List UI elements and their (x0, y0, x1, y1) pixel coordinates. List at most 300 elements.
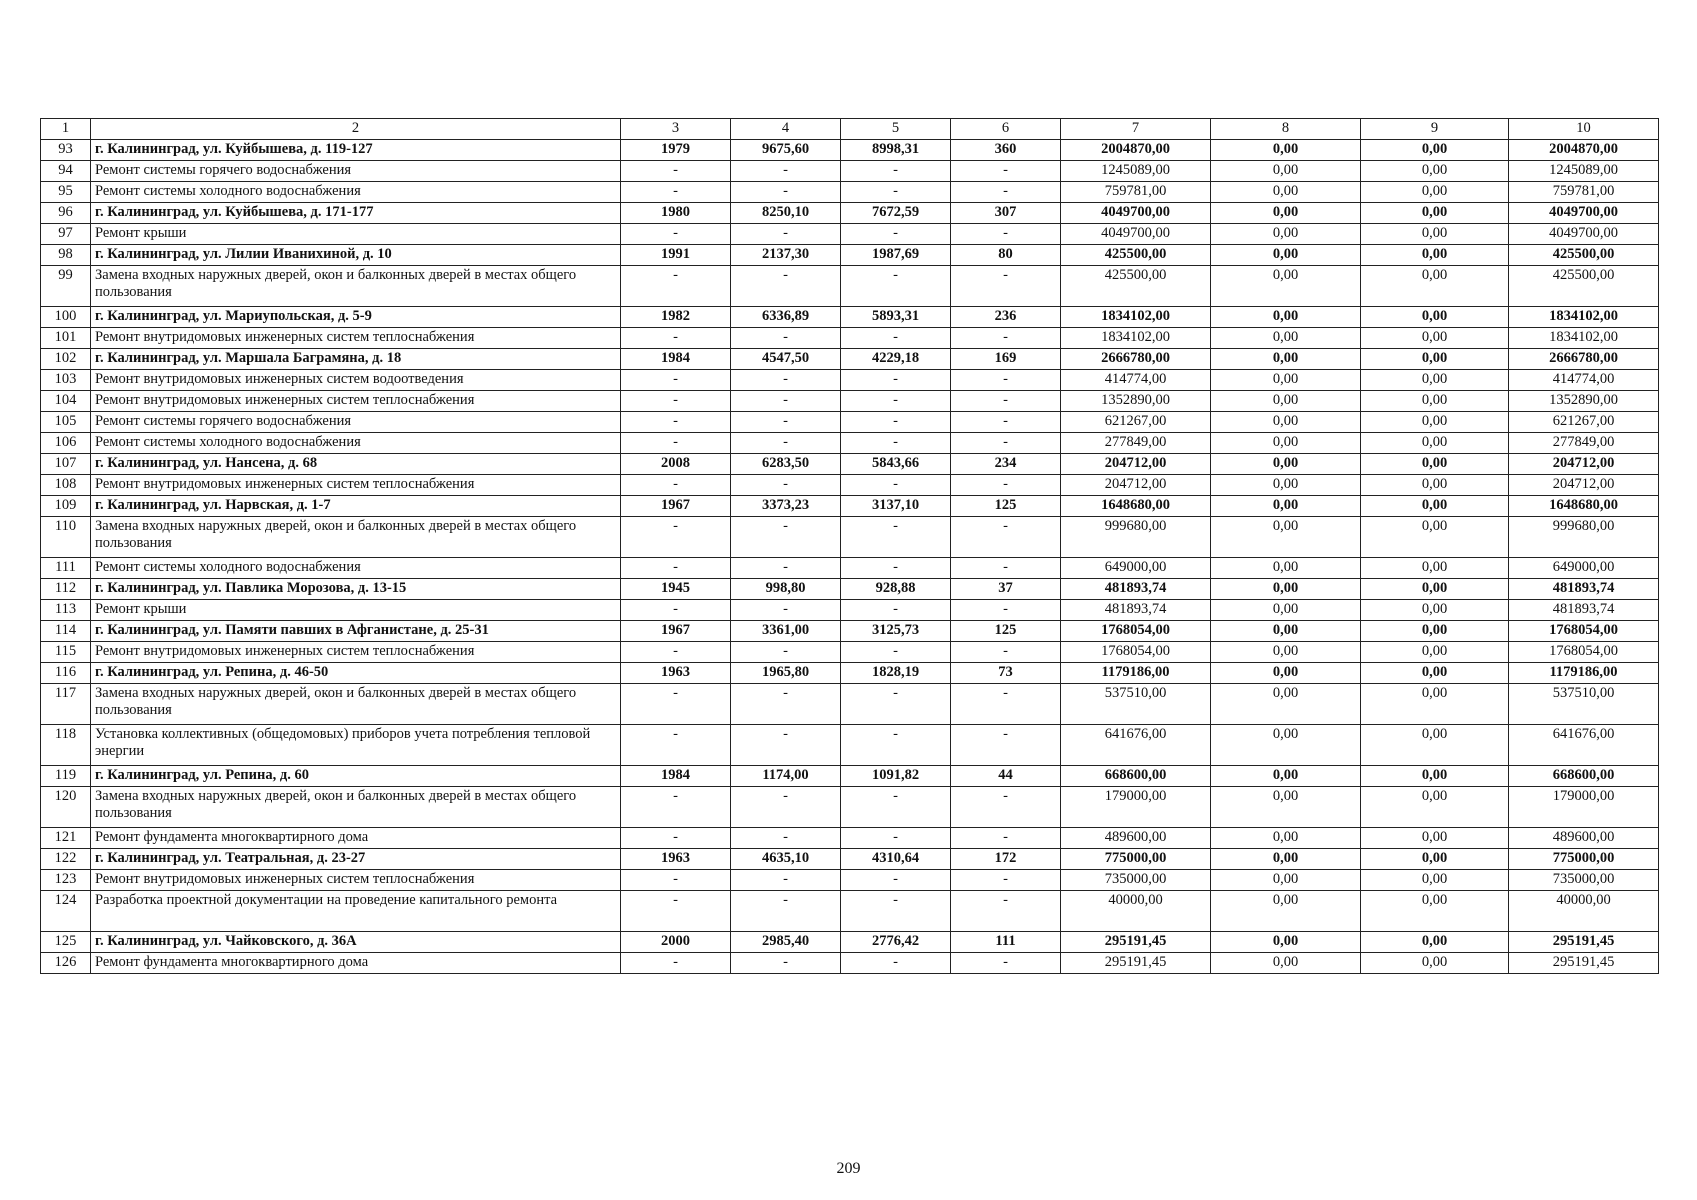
cost-total-cell: 204712,00 (1061, 475, 1211, 496)
area-total-cell: 4635,10 (731, 849, 841, 870)
area-total-cell: 9675,60 (731, 140, 841, 161)
description-cell: г. Калининград, ул. Куйбышева, д. 119-127 (91, 140, 621, 161)
area-total-cell: 998,80 (731, 579, 841, 600)
cost-owners-cell: 621267,00 (1509, 412, 1659, 433)
cost-total-cell: 649000,00 (1061, 558, 1211, 579)
cost-budget-cell: 0,00 (1361, 579, 1509, 600)
column-header-9: 9 (1361, 119, 1509, 140)
column-header-5: 5 (841, 119, 951, 140)
area-total-cell: 4547,50 (731, 349, 841, 370)
residents-cell: 360 (951, 140, 1061, 161)
year-cell: 1979 (621, 140, 731, 161)
cost-owners-cell: 1245089,00 (1509, 161, 1659, 182)
cost-fund-cell: 0,00 (1211, 370, 1361, 391)
area-living-cell: - (841, 891, 951, 932)
residents-cell: - (951, 517, 1061, 558)
area-living-cell: - (841, 412, 951, 433)
area-living-cell: - (841, 953, 951, 974)
cost-owners-cell: 2666780,00 (1509, 349, 1659, 370)
year-cell: - (621, 642, 731, 663)
cost-owners-cell: 999680,00 (1509, 517, 1659, 558)
row-number-cell: 114 (41, 621, 91, 642)
work-item-row (41, 684, 1659, 725)
row-number-cell: 99 (41, 266, 91, 307)
description-cell: г. Калининград, ул. Нарвская, д. 1-7 (91, 496, 621, 517)
cost-total-cell: 1179186,00 (1061, 663, 1211, 684)
area-living-cell: - (841, 475, 951, 496)
area-total-cell: 8250,10 (731, 203, 841, 224)
cost-owners-cell: 414774,00 (1509, 370, 1659, 391)
cost-budget-cell: 0,00 (1361, 224, 1509, 245)
row-number-cell: 121 (41, 828, 91, 849)
description-cell: г. Калининград, ул. Лилии Иванихиной, д. 10 (91, 245, 621, 266)
document-sheet (40, 118, 1658, 974)
year-cell: - (621, 600, 731, 621)
area-total-cell: - (731, 642, 841, 663)
description-cell: Ремонт крыши (91, 224, 621, 245)
cost-budget-cell: 0,00 (1361, 307, 1509, 328)
row-number-cell: 119 (41, 766, 91, 787)
residents-cell: 73 (951, 663, 1061, 684)
row-number-cell: 120 (41, 787, 91, 828)
area-living-cell: - (841, 266, 951, 307)
year-cell: - (621, 266, 731, 307)
description-cell: Ремонт внутридомовых инженерных систем теплоснабжения (91, 328, 621, 349)
cost-fund-cell: 0,00 (1211, 600, 1361, 621)
description-cell: Замена входных наружных дверей, окон и балконных дверей в местах общего пользования (91, 684, 621, 725)
description-cell: г. Калининград, ул. Памяти павших в Афганистане, д. 25-31 (91, 621, 621, 642)
cost-owners-cell: 649000,00 (1509, 558, 1659, 579)
description-cell: Ремонт внутридомовых инженерных систем теплоснабжения (91, 391, 621, 412)
address-row (41, 932, 1659, 953)
cost-fund-cell: 0,00 (1211, 203, 1361, 224)
year-cell: - (621, 787, 731, 828)
row-number-cell: 118 (41, 725, 91, 766)
year-cell: 1967 (621, 621, 731, 642)
work-item-row (41, 266, 1659, 307)
cost-total-cell: 735000,00 (1061, 870, 1211, 891)
cost-owners-cell: 1834102,00 (1509, 307, 1659, 328)
cost-fund-cell: 0,00 (1211, 307, 1361, 328)
row-number-cell: 103 (41, 370, 91, 391)
year-cell: - (621, 684, 731, 725)
cost-budget-cell: 0,00 (1361, 517, 1509, 558)
area-living-cell: - (841, 558, 951, 579)
area-living-cell: - (841, 328, 951, 349)
column-header-3: 3 (621, 119, 731, 140)
year-cell: - (621, 433, 731, 454)
cost-budget-cell: 0,00 (1361, 684, 1509, 725)
residents-cell: 236 (951, 307, 1061, 328)
area-living-cell: 5893,31 (841, 307, 951, 328)
cost-budget-cell: 0,00 (1361, 870, 1509, 891)
cost-budget-cell: 0,00 (1361, 932, 1509, 953)
residents-cell: - (951, 391, 1061, 412)
residents-cell: - (951, 266, 1061, 307)
area-total-cell: - (731, 600, 841, 621)
cost-total-cell: 537510,00 (1061, 684, 1211, 725)
area-total-cell: - (731, 558, 841, 579)
row-number-cell: 97 (41, 224, 91, 245)
residents-cell: - (951, 182, 1061, 203)
cost-fund-cell: 0,00 (1211, 182, 1361, 203)
area-total-cell: - (731, 391, 841, 412)
work-item-row (41, 953, 1659, 974)
description-cell: Замена входных наружных дверей, окон и балконных дверей в местах общего пользования (91, 266, 621, 307)
row-number-cell: 100 (41, 307, 91, 328)
work-item-row (41, 558, 1659, 579)
cost-fund-cell: 0,00 (1211, 621, 1361, 642)
address-row (41, 579, 1659, 600)
area-total-cell: - (731, 891, 841, 932)
address-row (41, 140, 1659, 161)
year-cell: - (621, 517, 731, 558)
year-cell: - (621, 475, 731, 496)
cost-fund-cell: 0,00 (1211, 391, 1361, 412)
area-living-cell: 3137,10 (841, 496, 951, 517)
work-item-row (41, 891, 1659, 932)
area-living-cell: 1091,82 (841, 766, 951, 787)
cost-owners-cell: 4049700,00 (1509, 203, 1659, 224)
year-cell: - (621, 328, 731, 349)
cost-budget-cell: 0,00 (1361, 182, 1509, 203)
cost-fund-cell: 0,00 (1211, 663, 1361, 684)
area-living-cell: - (841, 828, 951, 849)
year-cell: - (621, 953, 731, 974)
cost-budget-cell: 0,00 (1361, 161, 1509, 182)
address-row (41, 454, 1659, 475)
address-row (41, 245, 1659, 266)
description-cell: Ремонт крыши (91, 600, 621, 621)
row-number-cell: 93 (41, 140, 91, 161)
table-body (41, 140, 1659, 974)
address-row (41, 349, 1659, 370)
description-cell: Ремонт системы горячего водоснабжения (91, 161, 621, 182)
address-row (41, 203, 1659, 224)
cost-owners-cell: 759781,00 (1509, 182, 1659, 203)
residents-cell: - (951, 412, 1061, 433)
residents-cell: - (951, 224, 1061, 245)
row-number-cell: 123 (41, 870, 91, 891)
description-cell: г. Калининград, ул. Куйбышева, д. 171-177 (91, 203, 621, 224)
cost-owners-cell: 4049700,00 (1509, 224, 1659, 245)
cost-owners-cell: 204712,00 (1509, 475, 1659, 496)
area-living-cell: - (841, 870, 951, 891)
area-living-cell: 5843,66 (841, 454, 951, 475)
residents-cell: 80 (951, 245, 1061, 266)
residents-cell: - (951, 475, 1061, 496)
area-total-cell: 3361,00 (731, 621, 841, 642)
cost-budget-cell: 0,00 (1361, 953, 1509, 974)
cost-owners-cell: 1768054,00 (1509, 621, 1659, 642)
cost-owners-cell: 1834102,00 (1509, 328, 1659, 349)
description-cell: Ремонт фундамента многоквартирного дома (91, 953, 621, 974)
work-item-row (41, 475, 1659, 496)
year-cell: - (621, 558, 731, 579)
cost-budget-cell: 0,00 (1361, 891, 1509, 932)
cost-total-cell: 40000,00 (1061, 891, 1211, 932)
cost-owners-cell: 277849,00 (1509, 433, 1659, 454)
description-cell: г. Калининград, ул. Репина, д. 46-50 (91, 663, 621, 684)
cost-fund-cell: 0,00 (1211, 245, 1361, 266)
area-total-cell: - (731, 828, 841, 849)
address-row (41, 307, 1659, 328)
cost-budget-cell: 0,00 (1361, 266, 1509, 307)
cost-budget-cell: 0,00 (1361, 558, 1509, 579)
cost-fund-cell: 0,00 (1211, 517, 1361, 558)
year-cell: - (621, 224, 731, 245)
work-item-row (41, 182, 1659, 203)
cost-total-cell: 775000,00 (1061, 849, 1211, 870)
description-cell: Ремонт системы холодного водоснабжения (91, 558, 621, 579)
cost-budget-cell: 0,00 (1361, 787, 1509, 828)
column-header-7: 7 (1061, 119, 1211, 140)
area-living-cell: 8998,31 (841, 140, 951, 161)
area-living-cell: - (841, 684, 951, 725)
area-living-cell: - (841, 370, 951, 391)
description-cell: Ремонт внутридомовых инженерных систем теплоснабжения (91, 642, 621, 663)
year-cell: - (621, 725, 731, 766)
cost-budget-cell: 0,00 (1361, 725, 1509, 766)
work-item-row (41, 517, 1659, 558)
cost-total-cell: 425500,00 (1061, 245, 1211, 266)
area-living-cell: 3125,73 (841, 621, 951, 642)
residents-cell: 44 (951, 766, 1061, 787)
address-row (41, 849, 1659, 870)
cost-fund-cell: 0,00 (1211, 849, 1361, 870)
area-total-cell: - (731, 725, 841, 766)
work-item-row (41, 412, 1659, 433)
cost-owners-cell: 1179186,00 (1509, 663, 1659, 684)
area-total-cell: 2137,30 (731, 245, 841, 266)
work-item-row (41, 600, 1659, 621)
address-row (41, 621, 1659, 642)
cost-budget-cell: 0,00 (1361, 349, 1509, 370)
cost-owners-cell: 2004870,00 (1509, 140, 1659, 161)
row-number-cell: 94 (41, 161, 91, 182)
cost-owners-cell: 425500,00 (1509, 266, 1659, 307)
area-total-cell: - (731, 161, 841, 182)
cost-owners-cell: 489600,00 (1509, 828, 1659, 849)
area-total-cell: - (731, 953, 841, 974)
cost-budget-cell: 0,00 (1361, 663, 1509, 684)
cost-total-cell: 204712,00 (1061, 454, 1211, 475)
column-header-8: 8 (1211, 119, 1361, 140)
description-cell: Ремонт внутридомовых инженерных систем водоотведения (91, 370, 621, 391)
cost-fund-cell: 0,00 (1211, 496, 1361, 517)
cost-total-cell: 641676,00 (1061, 725, 1211, 766)
residents-cell: 169 (951, 349, 1061, 370)
cost-budget-cell: 0,00 (1361, 766, 1509, 787)
cost-total-cell: 621267,00 (1061, 412, 1211, 433)
cost-fund-cell: 0,00 (1211, 828, 1361, 849)
area-living-cell: - (841, 787, 951, 828)
area-total-cell: 2985,40 (731, 932, 841, 953)
row-number-cell: 117 (41, 684, 91, 725)
description-cell: г. Калининград, ул. Нансена, д. 68 (91, 454, 621, 475)
cost-fund-cell: 0,00 (1211, 766, 1361, 787)
residents-cell: - (951, 725, 1061, 766)
column-header-10: 10 (1509, 119, 1659, 140)
row-number-cell: 102 (41, 349, 91, 370)
cost-fund-cell: 0,00 (1211, 579, 1361, 600)
description-cell: Ремонт внутридомовых инженерных систем теплоснабжения (91, 870, 621, 891)
work-item-row (41, 642, 1659, 663)
residents-cell: 111 (951, 932, 1061, 953)
description-cell: Ремонт системы горячего водоснабжения (91, 412, 621, 433)
cost-owners-cell: 735000,00 (1509, 870, 1659, 891)
description-cell: Ремонт системы холодного водоснабжения (91, 433, 621, 454)
cost-budget-cell: 0,00 (1361, 370, 1509, 391)
area-living-cell: - (841, 600, 951, 621)
cost-budget-cell: 0,00 (1361, 621, 1509, 642)
year-cell: - (621, 870, 731, 891)
description-cell: г. Калининград, ул. Театральная, д. 23-27 (91, 849, 621, 870)
residents-cell: - (951, 953, 1061, 974)
cost-budget-cell: 0,00 (1361, 496, 1509, 517)
description-cell: г. Калининград, ул. Маршала Баграмяна, д. 18 (91, 349, 621, 370)
work-item-row (41, 725, 1659, 766)
row-number-cell: 106 (41, 433, 91, 454)
residents-cell: - (951, 684, 1061, 725)
cost-fund-cell: 0,00 (1211, 349, 1361, 370)
area-total-cell: - (731, 870, 841, 891)
cost-total-cell: 295191,45 (1061, 953, 1211, 974)
row-number-cell: 115 (41, 642, 91, 663)
cost-fund-cell: 0,00 (1211, 558, 1361, 579)
cost-budget-cell: 0,00 (1361, 475, 1509, 496)
residents-cell: - (951, 433, 1061, 454)
area-living-cell: 4229,18 (841, 349, 951, 370)
cost-total-cell: 179000,00 (1061, 787, 1211, 828)
description-cell: Разработка проектной документации на проведение капитального ремонта (91, 891, 621, 932)
row-number-cell: 96 (41, 203, 91, 224)
cost-fund-cell: 0,00 (1211, 475, 1361, 496)
cost-total-cell: 1648680,00 (1061, 496, 1211, 517)
cost-budget-cell: 0,00 (1361, 454, 1509, 475)
cost-total-cell: 2004870,00 (1061, 140, 1211, 161)
residents-cell: - (951, 891, 1061, 932)
year-cell: - (621, 182, 731, 203)
page-number: 209 (836, 1160, 861, 1177)
row-number-cell: 108 (41, 475, 91, 496)
cost-budget-cell: 0,00 (1361, 600, 1509, 621)
cost-owners-cell: 537510,00 (1509, 684, 1659, 725)
cost-fund-cell: 0,00 (1211, 932, 1361, 953)
cost-fund-cell: 0,00 (1211, 266, 1361, 307)
row-number-cell: 101 (41, 328, 91, 349)
description-cell: Установка коллективных (общедомовых) приборов учета потребления тепловой энергии (91, 725, 621, 766)
cost-owners-cell: 295191,45 (1509, 953, 1659, 974)
year-cell: - (621, 370, 731, 391)
cost-fund-cell: 0,00 (1211, 953, 1361, 974)
cost-total-cell: 425500,00 (1061, 266, 1211, 307)
area-total-cell: - (731, 224, 841, 245)
cost-total-cell: 489600,00 (1061, 828, 1211, 849)
cost-budget-cell: 0,00 (1361, 849, 1509, 870)
area-total-cell: - (731, 266, 841, 307)
row-number-cell: 112 (41, 579, 91, 600)
area-total-cell: - (731, 370, 841, 391)
cost-fund-cell: 0,00 (1211, 725, 1361, 766)
cost-budget-cell: 0,00 (1361, 391, 1509, 412)
year-cell: 1967 (621, 496, 731, 517)
year-cell: 2000 (621, 932, 731, 953)
year-cell: 1991 (621, 245, 731, 266)
description-cell: г. Калининград, ул. Павлика Морозова, д. 13-15 (91, 579, 621, 600)
year-cell: 1984 (621, 349, 731, 370)
header-row (41, 119, 1659, 140)
area-living-cell: - (841, 517, 951, 558)
area-total-cell: - (731, 328, 841, 349)
cost-total-cell: 1834102,00 (1061, 328, 1211, 349)
column-header-6: 6 (951, 119, 1061, 140)
residents-cell: 172 (951, 849, 1061, 870)
description-cell: Ремонт фундамента многоквартирного дома (91, 828, 621, 849)
cost-total-cell: 4049700,00 (1061, 224, 1211, 245)
row-number-cell: 122 (41, 849, 91, 870)
area-living-cell: - (841, 224, 951, 245)
residents-cell: - (951, 600, 1061, 621)
area-total-cell: - (731, 433, 841, 454)
cost-fund-cell: 0,00 (1211, 161, 1361, 182)
area-total-cell: - (731, 182, 841, 203)
cost-owners-cell: 179000,00 (1509, 787, 1659, 828)
address-row (41, 766, 1659, 787)
residents-cell: - (951, 328, 1061, 349)
cost-total-cell: 999680,00 (1061, 517, 1211, 558)
area-total-cell: - (731, 517, 841, 558)
cost-fund-cell: 0,00 (1211, 787, 1361, 828)
area-living-cell: - (841, 642, 951, 663)
column-header-2: 2 (91, 119, 621, 140)
cost-budget-cell: 0,00 (1361, 203, 1509, 224)
year-cell: - (621, 412, 731, 433)
cost-total-cell: 1245089,00 (1061, 161, 1211, 182)
area-total-cell: - (731, 475, 841, 496)
cost-total-cell: 1768054,00 (1061, 621, 1211, 642)
work-item-row (41, 224, 1659, 245)
year-cell: - (621, 828, 731, 849)
cost-owners-cell: 1648680,00 (1509, 496, 1659, 517)
description-cell: г. Калининград, ул. Чайковского, д. 36А (91, 932, 621, 953)
area-living-cell: - (841, 182, 951, 203)
row-number-cell: 105 (41, 412, 91, 433)
year-cell: 1963 (621, 849, 731, 870)
residents-cell: 307 (951, 203, 1061, 224)
cost-fund-cell: 0,00 (1211, 870, 1361, 891)
cost-budget-cell: 0,00 (1361, 328, 1509, 349)
work-item-row (41, 828, 1659, 849)
work-item-row (41, 870, 1659, 891)
residents-cell: - (951, 828, 1061, 849)
row-number-cell: 95 (41, 182, 91, 203)
work-item-row (41, 787, 1659, 828)
description-cell: Ремонт внутридомовых инженерных систем теплоснабжения (91, 475, 621, 496)
area-living-cell: 2776,42 (841, 932, 951, 953)
cost-total-cell: 2666780,00 (1061, 349, 1211, 370)
area-total-cell: 6283,50 (731, 454, 841, 475)
cost-owners-cell: 425500,00 (1509, 245, 1659, 266)
cost-owners-cell: 481893,74 (1509, 600, 1659, 621)
cost-fund-cell: 0,00 (1211, 433, 1361, 454)
cost-total-cell: 1768054,00 (1061, 642, 1211, 663)
cost-budget-cell: 0,00 (1361, 245, 1509, 266)
cost-fund-cell: 0,00 (1211, 684, 1361, 725)
description-cell: Замена входных наружных дверей, окон и балконных дверей в местах общего пользования (91, 517, 621, 558)
area-living-cell: 928,88 (841, 579, 951, 600)
cost-fund-cell: 0,00 (1211, 891, 1361, 932)
